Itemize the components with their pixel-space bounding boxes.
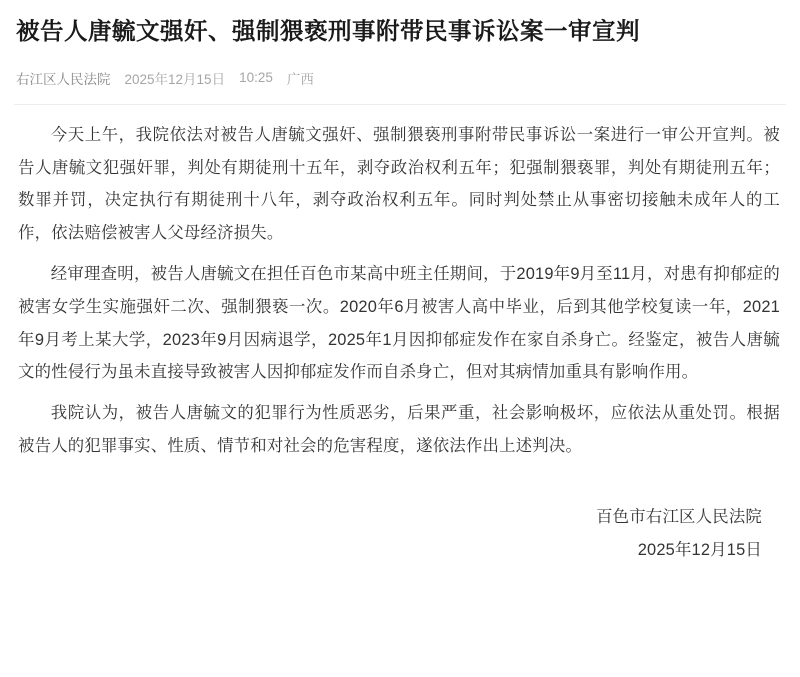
body-paragraph: 我院认为，被告人唐毓文的犯罪行为性质恶劣，后果严重，社会影响极坏，应依法从重处罚。根据被告人的犯罪事实、性质、情节和对社会的危害程度，遂依法作出上述判决。	[18, 404, 780, 456]
meta-time: 10:25	[239, 70, 273, 86]
signature-court: 百色市右江区人民法院	[596, 507, 762, 526]
signature-date: 2025年12月15日	[637, 540, 762, 559]
body-paragraph: 今天上午，我院依法对被告人唐毓文强奸、强制猥亵刑事附带民事诉讼一案进行一审公开宣判。被告人唐毓文犯强奸罪，判处有期徒刑十五年，剥夺政治权利五年；犯强制猥亵罪，判处有期徒刑五年；数罪并罚，决定执行有期徒刑十八年，剥夺政治权利五年。同时判处禁止从事密切接触未成年人的工作，依法赔偿被害人父母经济损失。	[18, 125, 780, 243]
article-signature	[14, 501, 786, 567]
header-divider	[14, 104, 786, 105]
meta-date: 2025年12月15日	[124, 71, 226, 87]
meta-source: 右江区人民法院	[16, 71, 111, 87]
article-body	[14, 119, 786, 463]
body-paragraph: 经审理查明，被告人唐毓文在担任百色市某高中班主任期间，于2019年9月至11月，对患有抑郁症的被害女学生实施强奸二次、强制猥亵一次。2020年6月被害人高中毕业，后到其他学校复读一年，2021年9月考上某大学，2023年9月因病退学，2025年1月因抑郁症发作在家自杀身亡。经鉴定，被告人唐毓文的性侵行为虽未直接导致被害人因抑郁症发作而自杀身亡，但对其病情加重具有影响作用。	[18, 264, 780, 382]
page-title: 被告人唐毓文强奸、强制猥亵刑事附带民事诉讼案一审宣判	[16, 18, 640, 44]
meta-region: 广西	[286, 71, 314, 87]
article-meta	[14, 68, 786, 88]
